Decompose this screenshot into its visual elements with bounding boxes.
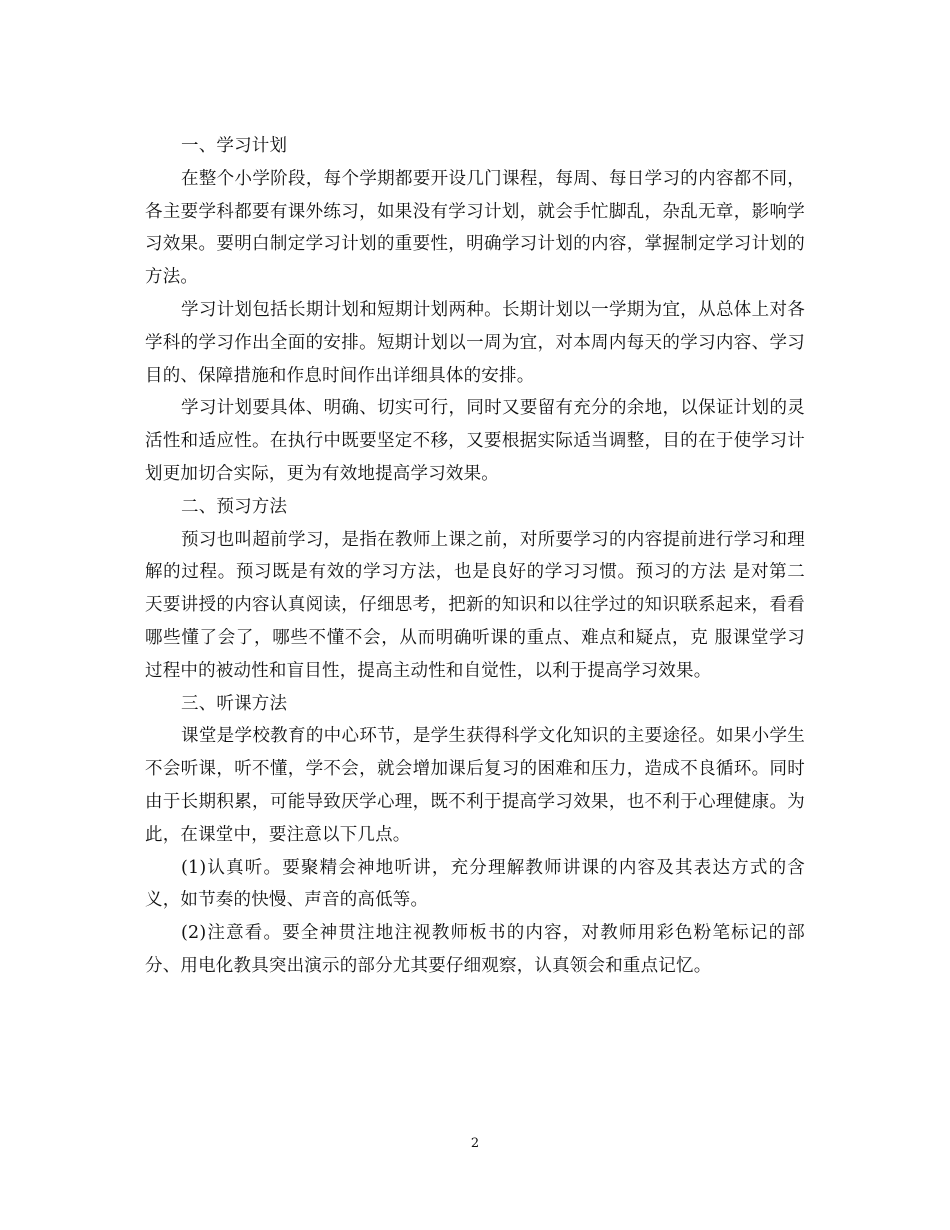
section-heading-preview-method: 二、预习方法 xyxy=(181,496,288,517)
section-heading-listening-method: 三、听课方法 xyxy=(181,693,288,714)
page-number: 2 xyxy=(470,1136,480,1151)
paragraph: 在整个小学阶段，每个学期都要开设几门课程，每周、每日学习的内容都不同，各主要学科都要有课外练习，如果没有学习计划，就会手忙脚乱，杂乱无章，影响学习效果。要明白制定学习计划的重要性，明确学习计划的内容，掌握制定学习计划的方法。 xyxy=(145,168,805,288)
paragraph: 学习计划包括长期计划和短期计划两种。长期计划以一学期为宜，从总体上对各学科的学习作出全面的安排。短期计划以一周为宜，对本周内每天的学习内容、学习目的、保障措施和作息时间作出详细具体的安排。 xyxy=(145,299,805,386)
document-body xyxy=(145,130,805,983)
paragraph: 学习计划要具体、明确、切实可行，同时又要留有充分的余地，以保证计划的灵活性和适应性。在执行中既要坚定不移，又要根据实际适当调整，目的在于使学习计划更加切合实际，更为有效地提高学习效果。 xyxy=(145,398,805,484)
list-item-listen: (1)认真听。要聚精会神地听讲，充分理解教师讲课的内容及其表达方式的含义，如节奏的快慢、声音的高低等。 xyxy=(145,857,805,911)
paragraph: 课堂是学校教育的中心环节，是学生获得科学文化知识的主要途径。如果小学生不会听课，听不懂，学不会，就会增加课后复习的困难和压力，造成不良循环。同时由于长期积累，可能导致厌学心理，既不利于提高学习效果，也不利于心理健康。为此，在课堂中，要注意以下几点。 xyxy=(145,726,805,845)
list-item-watch: (2)注意看。要全神贯注地注视教师板书的内容，对教师用彩色粉笔标记的部分、用电化教具突出演示的部分尤其要仔细观察，认真领会和重点记忆。 xyxy=(145,923,805,976)
section-heading-study-plan: 一、学习计划 xyxy=(181,136,288,156)
paragraph: 预习也叫超前学习，是指在教师上课之前，对所要学习的内容提前进行学习和理解的过程。预习既是有效的学习方法，也是良好的学习习惯。预习的方法 是对第二天要讲授的内容认真阅读，仔细思考，把新的知识和以往学过的知识联系起来，看看哪些懂了会了，哪些不懂不会，从而明确听课的重点、难点和疑点，克 服课堂学习过程中的被动性和盲目性，提高主动性和自觉性，以利于提高学习效果。 xyxy=(145,529,805,681)
